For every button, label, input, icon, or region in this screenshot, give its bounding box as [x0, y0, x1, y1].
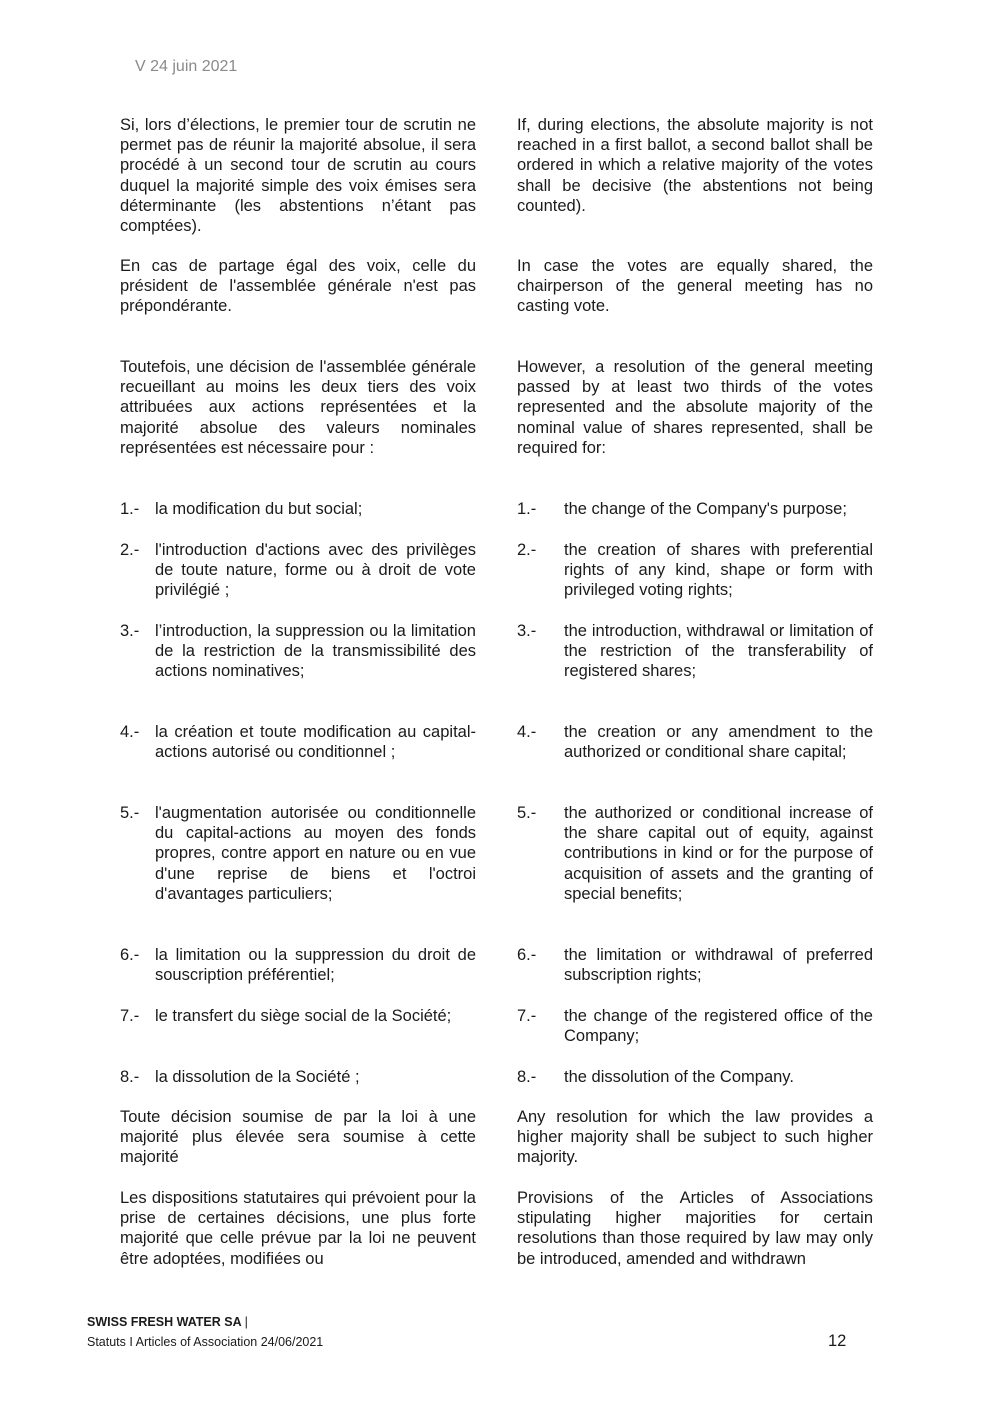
fr-item-number: 4.-: [120, 723, 140, 741]
en-list-item: [517, 1067, 873, 1087]
fr-item-text: l’introduction, la suppression ou la limitation de la restriction de la transmissibilité des actions nominatives;: [155, 622, 476, 681]
fr-list-item: [120, 1006, 476, 1026]
fr-item-number: 8.-: [120, 1068, 140, 1086]
en-item-text: the change of the Company's purpose;: [564, 500, 847, 518]
en-item-number: 1.-: [517, 500, 537, 518]
en-paragraph-2: In case the votes are equally shared, the chairperson of the general meeting has no casting vote.: [517, 257, 873, 316]
page-number: 12: [828, 1332, 847, 1350]
footer-company-name: SWISS FRESH WATER SA: [87, 1315, 242, 1329]
fr-paragraph-1: Si, lors d’élections, le premier tour de scrutin ne permet pas de réunir la majorité absolue, il sera procédé à un second tour de scrutin au cours duquel la majorité simple des voix émises sera déterminante (les abstentions n’étant pas comptées).: [120, 116, 476, 236]
fr-list-item: [120, 803, 476, 904]
en-item-number: 5.-: [517, 804, 537, 822]
fr-item-number: 7.-: [120, 1007, 140, 1025]
fr-item-number: 1.-: [120, 500, 140, 518]
en-paragraph-5: Provisions of the Articles of Associations stipulating higher majorities for certain resolutions than those required by law may only be introduced, amended and withdrawn: [517, 1189, 873, 1268]
fr-item-text: le transfert du siège social de la Société;: [155, 1007, 452, 1025]
fr-list-item: [120, 499, 476, 519]
en-item-text: the dissolution of the Company.: [564, 1068, 794, 1086]
en-paragraph-1: If, during elections, the absolute majority is not reached in a first ballot, a second ballot shall be ordered in which a relative majority of the votes shall be decisive (the abstentions not being counted).: [517, 116, 873, 215]
en-list-item: [517, 621, 873, 682]
en-list-item: [517, 499, 873, 519]
en-list-item: [517, 945, 873, 985]
en-list-item: [517, 540, 873, 601]
en-item-text: the limitation or withdrawal of preferred subscription rights;: [564, 946, 873, 985]
en-item-number: 2.-: [517, 541, 537, 559]
en-item-number: 3.-: [517, 622, 537, 640]
en-item-number: 7.-: [517, 1007, 537, 1025]
fr-item-text: la création et toute modification au capital-actions autorisé ou conditionnel ;: [155, 723, 476, 762]
en-item-text: the authorized or conditional increase of the share capital out of equity, against contributions in kind or for the purpose of acquisition of assets and the granting of special benefits;: [564, 804, 873, 903]
fr-item-number: 5.-: [120, 804, 140, 822]
en-item-text: the introduction, withdrawal or limitation of the restriction of the transferability of registered shares;: [564, 622, 873, 681]
en-paragraph-3: However, a resolution of the general meeting passed by at least two thirds of the votes represented and the absolute majority of the nominal value of shares represented, shall be required for:: [517, 358, 873, 457]
en-list-item: [517, 722, 873, 762]
en-item-number: 4.-: [517, 723, 537, 741]
fr-list-item: [120, 540, 476, 601]
footer-document-title: Statuts I Articles of Association 24/06/2021: [87, 1335, 324, 1349]
fr-item-text: la modification du but social;: [155, 500, 363, 518]
footer-company: [87, 1315, 248, 1329]
fr-item-text: la limitation ou la suppression du droit de souscription préférentiel;: [155, 946, 476, 985]
en-list-item: [517, 1006, 873, 1046]
en-item-number: 6.-: [517, 946, 537, 964]
fr-list-item: [120, 945, 476, 985]
fr-item-text: l'augmentation autorisée ou conditionnelle du capital-actions au moyen des fonds propres, contre apport en nature ou en vue d'une reprise de biens et l'octroi d'avantages particuliers;: [155, 804, 476, 903]
fr-item-text: l'introduction d'actions avec des privilèges de toute nature, forme ou à droit de vote privilégié ;: [155, 541, 476, 600]
fr-list-item: [120, 722, 476, 762]
en-item-number: 8.-: [517, 1068, 537, 1086]
en-item-text: the creation or any amendment to the authorized or conditional share capital;: [564, 723, 873, 762]
fr-paragraph-3: Toutefois, une décision de l'assemblée générale recueillant au moins les deux tiers des voix attribuées aux actions représentées et la majorité absolue des valeurs nominales représentées est nécessaire pour :: [120, 358, 476, 457]
fr-paragraph-2: En cas de partage égal des voix, celle du président de l'assemblée générale n'est pas prépondérante.: [120, 257, 476, 316]
fr-item-number: 3.-: [120, 622, 140, 640]
en-list-item: [517, 803, 873, 904]
fr-list-item: [120, 621, 476, 682]
fr-paragraph-4: Toute décision soumise de par la loi à une majorité plus élevée sera soumise à cette majorité: [120, 1108, 476, 1167]
fr-item-number: 6.-: [120, 946, 140, 964]
fr-item-text: la dissolution de la Société ;: [155, 1068, 360, 1086]
en-item-text: the change of the registered office of the Company;: [564, 1007, 873, 1046]
en-paragraph-4: Any resolution for which the law provides a higher majority shall be subject to such higher majority.: [517, 1108, 873, 1167]
fr-item-number: 2.-: [120, 541, 140, 559]
fr-list-item: [120, 1067, 476, 1087]
footer-separator: |: [244, 1315, 248, 1329]
version-date: V 24 juin 2021: [135, 58, 238, 75]
en-item-text: the creation of shares with preferential rights of any kind, shape or form with privileged voting rights;: [564, 541, 873, 600]
fr-paragraph-5: Les dispositions statutaires qui prévoient pour la prise de certaines décisions, une plus forte majorité que celle prévue par la loi ne peuvent être adoptées, modifiées ou: [120, 1189, 476, 1268]
